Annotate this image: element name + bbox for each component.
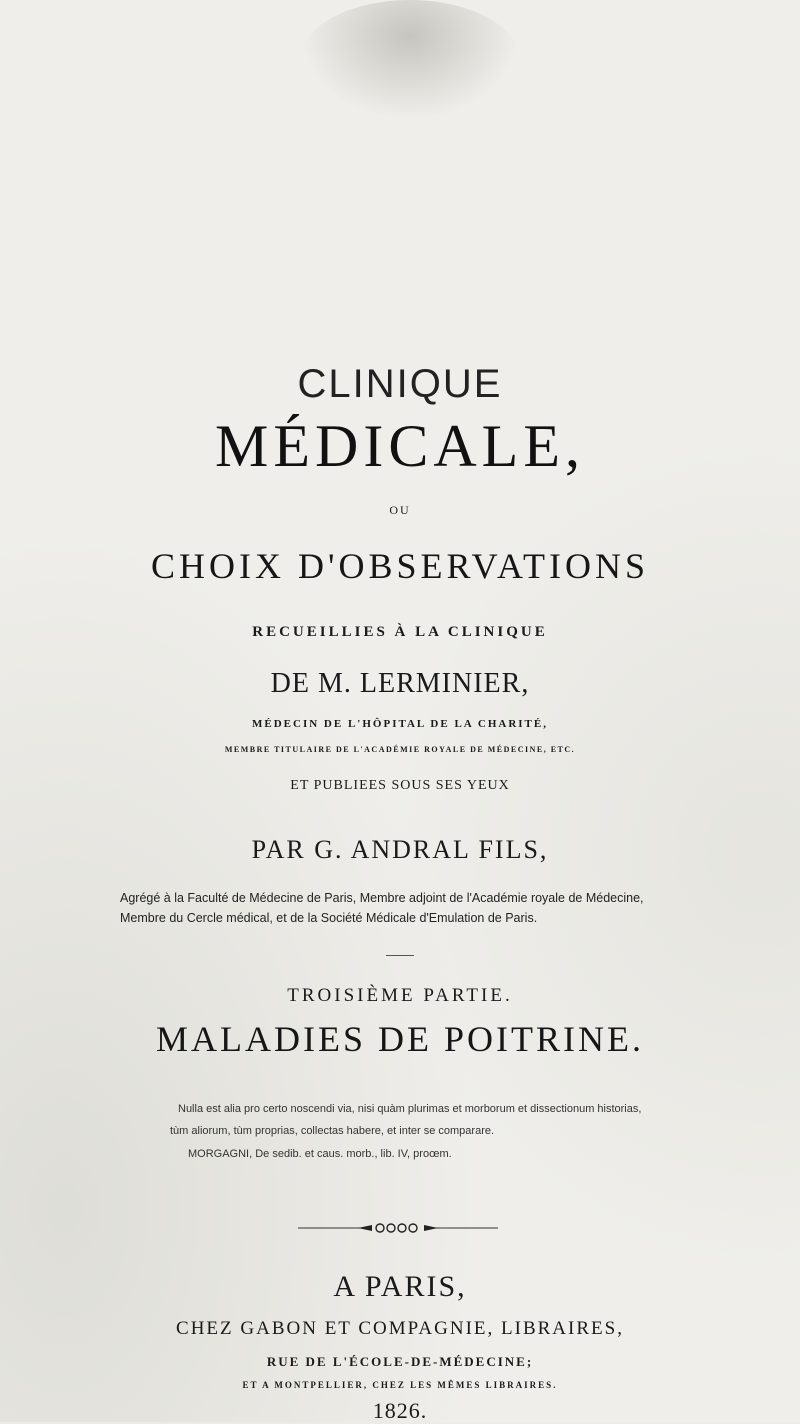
collector-name: DE M. LERMINIER, [270,668,530,699]
author-name: PAR G. ANDRAL FILS, [251,835,549,864]
part-number: TROISIÈME PARTIE. [287,985,513,1006]
collector-role-2: MEMBRE TITULAIRE DE L'ACADÉMIE ROYALE DE MÉDECINE, ETC. [224,745,576,754]
title-line-medicale: MÉDICALE, [215,413,585,479]
title-conjunction: OU [389,503,411,517]
published-intro: ET PUBLIEES SOUS SES YEUX [290,778,510,793]
collector-role-1: MÉDECIN DE L'HÔPITAL DE LA CHARITÉ, [252,718,548,730]
collected-intro: RECUEILLIES À LA CLINIQUE [252,624,548,640]
imprint-publisher: CHEZ GABON ET COMPAGNIE, LIBRAIRES, [176,1318,624,1339]
epigraph [170,1098,660,1165]
ink-stain [300,0,520,120]
imprint-city: A PARIS, [333,1270,467,1303]
author-credentials: Agrégé à la Faculté de Médecine de Paris, Membre adjoint de l'Académie royale de Médecine, Membre du Cercle médical, et de la Société Médicale d'Emulation de Paris. [120,891,644,925]
imprint-year: 1826. [372,1398,428,1423]
title-line-clinique: CLINIQUE [297,362,503,406]
ornament-rule [298,1222,498,1234]
epigraph-text: Nulla est alia pro certo noscendi via, nisi quàm plurimas et morborum et dissectionum historias, tùm aliorum, tùm proprias, collectas habere, et inter se comparare. [170,1103,642,1137]
title-line-choix: CHOIX D'OBSERVATIONS [151,546,649,586]
imprint-branch: ET A MONTPELLIER, CHEZ LES MÊMES LIBRAIRES. [242,1380,558,1390]
part-heading: MALADIES DE POITRINE. [156,1019,644,1059]
epigraph-source: MORGAGNI, De sedib. et caus. morb., lib. IV, proœm. [188,1148,452,1160]
imprint-street: RUE DE L'ÉCOLE-DE-MÉDECINE; [266,1354,534,1369]
divider-rule [386,955,414,956]
